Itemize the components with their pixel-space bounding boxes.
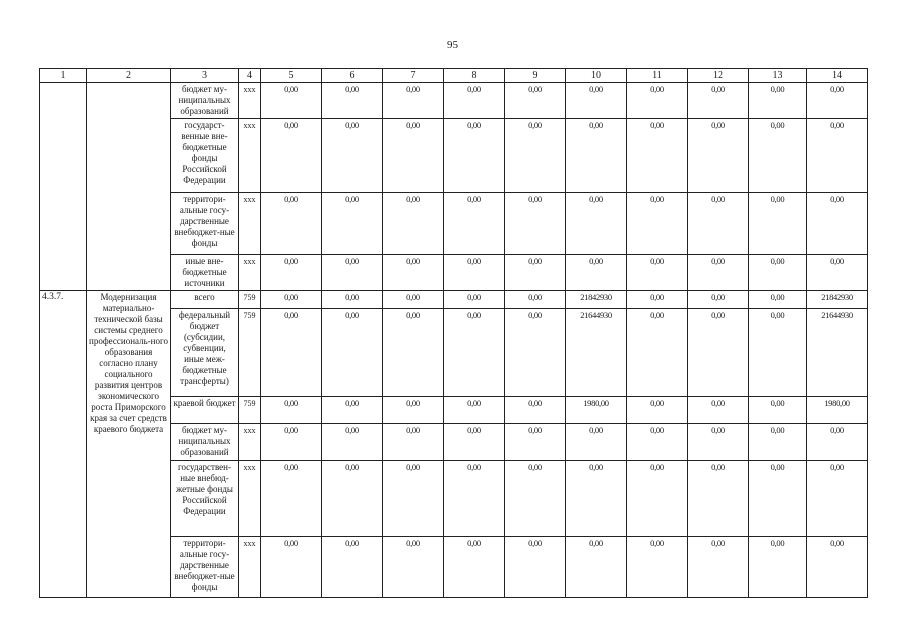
column-header: 10 [566,69,627,83]
amount-cell: 0,00 [322,83,383,119]
column-header: 14 [807,69,868,83]
amount-cell: 0,00 [627,119,688,193]
column-header: 11 [627,69,688,83]
amount-cell: 0,00 [444,83,505,119]
amount-cell: 0,00 [688,537,749,598]
amount-cell: 0,00 [749,119,807,193]
amount-cell: 0,00 [444,193,505,255]
column-header: 3 [171,69,239,83]
amount-cell: 0,00 [383,309,444,397]
amount-cell: 0,00 [627,461,688,537]
column-header: 9 [505,69,566,83]
amount-cell: 0,00 [688,461,749,537]
amount-cell: 0,00 [444,291,505,309]
column-header: 12 [688,69,749,83]
amount-cell: 0,00 [261,119,322,193]
amount-cell: 0,00 [566,119,627,193]
amount-cell: 21842930 [807,291,868,309]
column-header: 5 [261,69,322,83]
budget-code: ххх [239,193,261,255]
amount-cell: 0,00 [688,255,749,291]
budget-code: ххх [239,537,261,598]
amount-cell: 0,00 [807,83,868,119]
amount-cell: 0,00 [807,119,868,193]
column-header: 13 [749,69,807,83]
amount-cell: 0,00 [627,83,688,119]
amount-cell: 0,00 [807,193,868,255]
amount-cell: 0,00 [322,424,383,461]
table-row [40,291,868,309]
amount-cell: 1980,00 [807,397,868,424]
amount-cell: 0,00 [261,193,322,255]
column-header: 6 [322,69,383,83]
budget-code: 759 [239,397,261,424]
amount-cell: 0,00 [322,309,383,397]
amount-cell: 0,00 [807,424,868,461]
amount-cell: 0,00 [749,424,807,461]
amount-cell: 0,00 [322,397,383,424]
amount-cell: 0,00 [261,309,322,397]
amount-cell: 0,00 [444,397,505,424]
amount-cell: 0,00 [688,309,749,397]
budget-table [39,68,868,598]
funding-source: бюджет му-ниципальных образований [171,424,239,461]
amount-cell: 0,00 [749,397,807,424]
amount-cell: 0,00 [383,255,444,291]
amount-cell: 0,00 [627,255,688,291]
amount-cell: 0,00 [383,461,444,537]
amount-cell: 0,00 [444,309,505,397]
amount-cell: 0,00 [627,291,688,309]
amount-cell: 0,00 [505,309,566,397]
amount-cell: 0,00 [444,537,505,598]
amount-cell: 0,00 [627,424,688,461]
amount-cell: 0,00 [505,461,566,537]
table-row [40,83,868,119]
amount-cell: 0,00 [383,291,444,309]
amount-cell: 0,00 [505,537,566,598]
amount-cell: 1980,00 [566,397,627,424]
amount-cell: 0,00 [383,119,444,193]
funding-source: краевой бюджет [171,397,239,424]
amount-cell: 0,00 [261,461,322,537]
amount-cell: 0,00 [505,119,566,193]
amount-cell: 0,00 [261,397,322,424]
amount-cell: 21842930 [566,291,627,309]
budget-code: ххх [239,83,261,119]
amount-cell: 0,00 [566,461,627,537]
amount-cell: 0,00 [322,461,383,537]
amount-cell: 0,00 [322,193,383,255]
amount-cell: 0,00 [688,83,749,119]
column-header: 4 [239,69,261,83]
funding-source: территори-альные госу-дарственные внебюджет-ные фонды [171,537,239,598]
amount-cell: 0,00 [627,397,688,424]
amount-cell: 0,00 [688,424,749,461]
budget-code: ххх [239,119,261,193]
column-numbers-row [40,69,868,83]
amount-cell: 0,00 [627,537,688,598]
amount-cell: 0,00 [505,193,566,255]
amount-cell: 0,00 [627,309,688,397]
amount-cell: 0,00 [688,291,749,309]
funding-source: бюджет му-ниципальных образований [171,83,239,119]
column-header: 8 [444,69,505,83]
amount-cell: 0,00 [505,291,566,309]
funding-source: всего [171,291,239,309]
amount-cell: 0,00 [383,424,444,461]
budget-code: 759 [239,309,261,397]
amount-cell: 0,00 [749,537,807,598]
amount-cell: 0,00 [627,193,688,255]
amount-cell: 0,00 [749,193,807,255]
amount-cell: 0,00 [505,255,566,291]
amount-cell: 0,00 [444,424,505,461]
amount-cell: 0,00 [383,193,444,255]
amount-cell: 0,00 [749,461,807,537]
amount-cell: 0,00 [688,119,749,193]
amount-cell: 0,00 [261,83,322,119]
amount-cell: 0,00 [505,424,566,461]
amount-cell: 0,00 [261,255,322,291]
funding-source: государст-венные вне-бюджетные фонды Российской Федерации [171,119,239,193]
amount-cell: 0,00 [688,193,749,255]
amount-cell: 0,00 [383,83,444,119]
amount-cell: 0,00 [444,119,505,193]
amount-cell: 0,00 [322,291,383,309]
measure-number: 4.3.7. [40,291,87,598]
amount-cell: 0,00 [749,291,807,309]
budget-code: 759 [239,291,261,309]
amount-cell: 0,00 [261,291,322,309]
amount-cell: 0,00 [566,83,627,119]
amount-cell: 0,00 [383,537,444,598]
measure-number [40,83,87,291]
amount-cell: 0,00 [322,537,383,598]
amount-cell: 0,00 [322,255,383,291]
budget-code: ххх [239,255,261,291]
amount-cell: 0,00 [505,83,566,119]
measure-name [87,83,171,291]
amount-cell: 0,00 [444,255,505,291]
amount-cell: 0,00 [261,537,322,598]
page-number: 95 [447,39,458,51]
amount-cell: 0,00 [261,424,322,461]
measure-name: Модернизация материально-технической базы системы среднего профессиональ-ного образования согласно плану социального развития центров экономического роста Приморского края за счет средств краевого бюджета [87,291,171,598]
amount-cell: 0,00 [322,119,383,193]
amount-cell: 0,00 [807,461,868,537]
amount-cell: 0,00 [807,255,868,291]
amount-cell: 0,00 [749,83,807,119]
amount-cell: 21644930 [566,309,627,397]
amount-cell: 0,00 [383,397,444,424]
budget-code: ххх [239,461,261,537]
funding-source: территори-альные госу-дарственные внебюджет-ные фонды [171,193,239,255]
funding-source: иные вне-бюджетные источники [171,255,239,291]
amount-cell: 0,00 [566,255,627,291]
amount-cell: 0,00 [566,537,627,598]
amount-cell: 0,00 [566,424,627,461]
column-header: 2 [87,69,171,83]
budget-code: ххх [239,424,261,461]
amount-cell: 0,00 [807,537,868,598]
amount-cell: 0,00 [749,255,807,291]
amount-cell: 0,00 [688,397,749,424]
funding-source: государствен-ные внебюд-жетные фонды Российской Федерации [171,461,239,537]
amount-cell: 0,00 [505,397,566,424]
amount-cell: 0,00 [566,193,627,255]
column-header: 1 [40,69,87,83]
amount-cell: 0,00 [749,309,807,397]
column-header: 7 [383,69,444,83]
amount-cell: 0,00 [444,461,505,537]
amount-cell: 21644930 [807,309,868,397]
funding-source: федеральный бюджет (субсидии, субвенции, иные меж-бюджетные трансферты) [171,309,239,397]
